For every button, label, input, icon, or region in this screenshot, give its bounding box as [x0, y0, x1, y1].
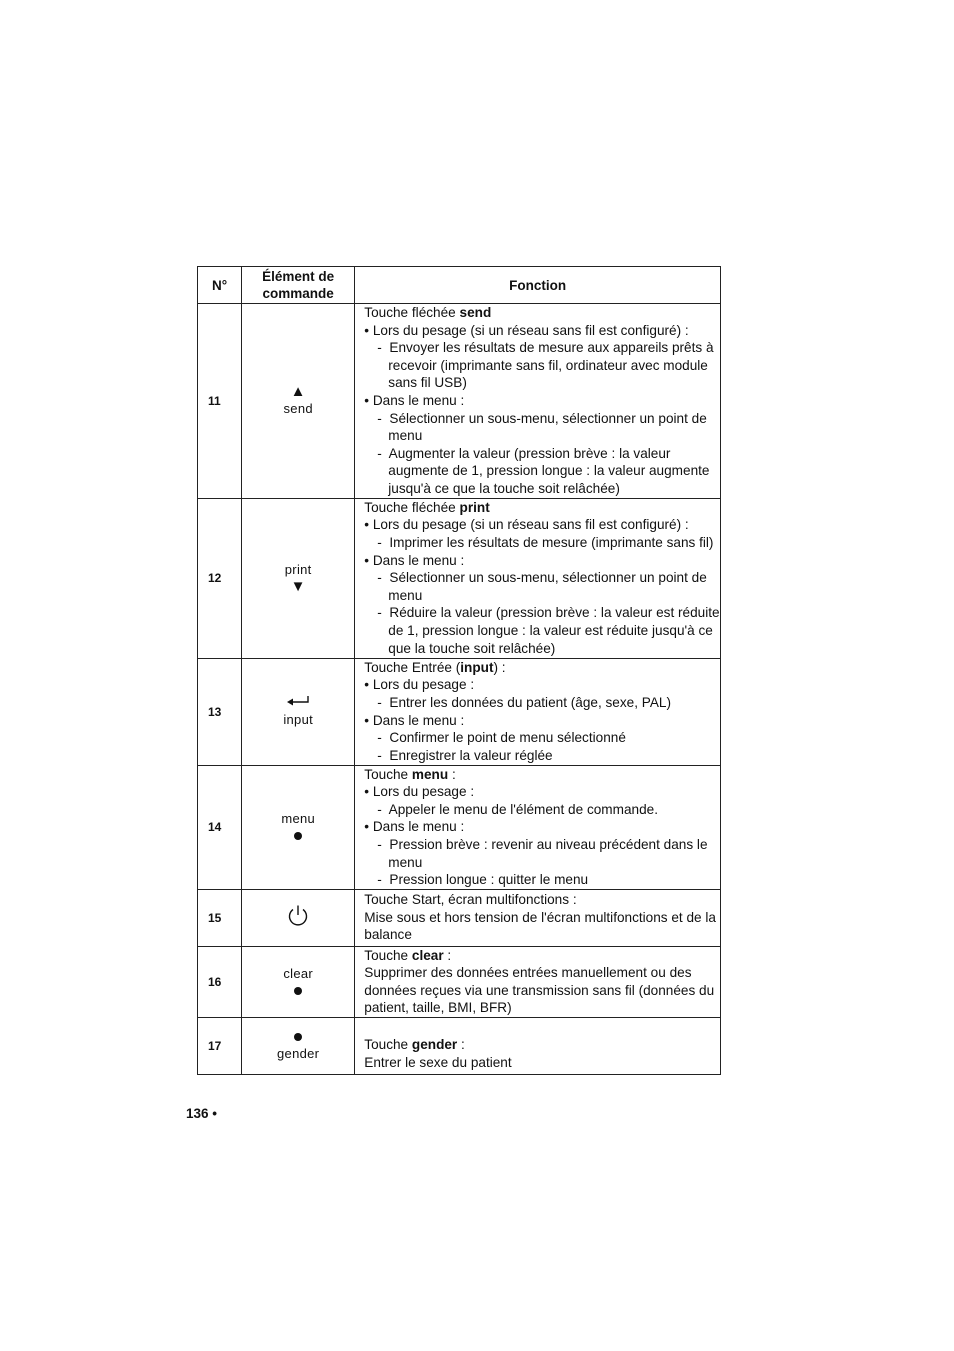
- bullet-item: • Dans le menu :: [364, 818, 720, 836]
- bullet-item: • Dans le menu :: [364, 712, 720, 730]
- dash-item: - Confirmer le point de menu sélectionné: [364, 729, 720, 747]
- bullet-item: • Lors du pesage (si un réseau sans fil est configuré) :: [364, 322, 720, 340]
- row-number: 16: [198, 946, 242, 1017]
- title-text: Touche: [364, 1037, 412, 1053]
- dash-item: - Pression longue : quitter le menu: [364, 871, 720, 889]
- function-title: [364, 499, 720, 517]
- control-label: send: [283, 400, 313, 416]
- title-suffix: :: [443, 947, 452, 963]
- title-text: Touche: [364, 766, 412, 782]
- control-label: input: [283, 711, 314, 727]
- dash-item: - Sélectionner un sous-menu, sélectionner un point de menu: [364, 410, 720, 445]
- function-description: [355, 1018, 721, 1075]
- dash-item: - Réduire la valeur (pression brève : la valeur est réduite de 1, pression longue : la valeur est réduite jusqu'à ce que la touche soit relâchée): [364, 604, 720, 657]
- up-triangle-icon: ▲: [290, 382, 306, 400]
- control-element: [242, 498, 355, 658]
- description-text: Mise sous et hors tension de l'écran multifonctions et de la balance: [364, 909, 716, 943]
- dash-item: - Appeler le menu de l'élément de commande.: [364, 801, 720, 819]
- table-row: [198, 946, 721, 1017]
- header-no: N°: [198, 267, 242, 304]
- dash-item: - Entrer les données du patient (âge, sexe, PAL): [364, 694, 720, 712]
- table-row: [198, 658, 721, 765]
- title-text: Touche Start, écran multifonctions :: [364, 892, 577, 908]
- dash-item: - Imprimer les résultats de mesure (imprimante sans fil): [364, 534, 720, 552]
- title-key: input: [460, 659, 494, 675]
- dash-item: - Pression brève : revenir au niveau précédent dans le menu: [364, 836, 720, 871]
- function-description: [355, 889, 721, 946]
- dash-item: - Augmenter la valeur (pression brève : la valeur augmente de 1, pression longue : la valeur augmente jusqu'à ce que la touche soit relâchée): [364, 445, 720, 498]
- function-title: [364, 891, 720, 909]
- title-suffix: :: [448, 766, 456, 782]
- header-element: Élément de commande: [242, 267, 355, 304]
- enter-arrow-icon: [242, 695, 354, 711]
- function-title: [364, 1036, 720, 1054]
- control-label: print: [284, 562, 312, 578]
- dot-icon: [242, 1029, 354, 1045]
- dash-item: - Enregistrer la valeur réglée: [364, 747, 720, 765]
- title-text: Touche fléchée: [364, 305, 460, 320]
- bullet-item: • Lors du pesage :: [364, 783, 720, 801]
- table-row: [198, 304, 721, 499]
- description-text: Supprimer des données entrées manuellement ou des données reçues via une transmission sans fil (données du patient, taille, BMI, BFR): [364, 965, 715, 1016]
- control-element: [242, 765, 355, 889]
- row-number: 14: [198, 765, 242, 889]
- function-title: [364, 659, 720, 677]
- page-number: 136 •: [186, 1106, 218, 1121]
- table-row: [198, 889, 721, 946]
- dot-icon: [242, 828, 354, 844]
- bullet-item: • Lors du pesage :: [364, 676, 720, 694]
- control-label: clear: [283, 965, 314, 981]
- title-text: Touche fléchée: [364, 499, 460, 515]
- function-title: [364, 304, 720, 322]
- row-number: 15: [198, 889, 242, 946]
- table-row: [198, 1018, 721, 1075]
- title-key: menu: [411, 766, 449, 782]
- row-number: 13: [198, 658, 242, 765]
- title-key: print: [459, 499, 490, 515]
- row-number: 17: [198, 1018, 242, 1075]
- function-description: [355, 498, 721, 658]
- title-text: Touche Entrée (: [364, 659, 461, 675]
- control-element: [242, 889, 355, 946]
- row-number: 11: [198, 304, 242, 499]
- title-text: Touche: [364, 947, 412, 963]
- description-text: Entrer le sexe du patient: [364, 1055, 512, 1071]
- dash-item: - Sélectionner un sous-menu, sélectionner un point de menu: [364, 569, 720, 604]
- title-key: clear: [411, 947, 444, 963]
- table-row: [198, 498, 721, 658]
- title-key: gender: [411, 1037, 458, 1053]
- function-description: [355, 658, 721, 765]
- control-element: [242, 658, 355, 765]
- control-label: gender: [277, 1046, 320, 1062]
- function-table: [197, 266, 721, 1075]
- function-title: [364, 947, 720, 965]
- control-element: [242, 946, 355, 1017]
- title-suffix: :: [457, 1037, 465, 1053]
- function-description: [355, 946, 721, 1017]
- row-number: 12: [198, 498, 242, 658]
- title-key: send: [459, 305, 492, 320]
- power-icon: [242, 904, 354, 932]
- down-triangle-icon: ▼: [290, 578, 306, 596]
- control-element: [242, 1018, 355, 1075]
- title-suffix: ) :: [493, 659, 506, 675]
- dash-item: - Envoyer les résultats de mesure aux appareils prêts à recevoir (imprimante sans fil, ordinateur avec module sans fil USB): [364, 339, 720, 392]
- control-element: [242, 304, 355, 499]
- function-description: [355, 765, 721, 889]
- dot-icon: [242, 983, 354, 999]
- bullet-item: • Dans le menu :: [364, 552, 720, 570]
- table-row: [198, 765, 721, 889]
- bullet-item: • Dans le menu :: [364, 392, 720, 410]
- header-function: Fonction: [355, 267, 721, 304]
- control-label: menu: [281, 811, 316, 827]
- function-title: [364, 766, 720, 784]
- function-description: [355, 304, 721, 499]
- bullet-item: • Lors du pesage (si un réseau sans fil est configuré) :: [364, 516, 720, 534]
